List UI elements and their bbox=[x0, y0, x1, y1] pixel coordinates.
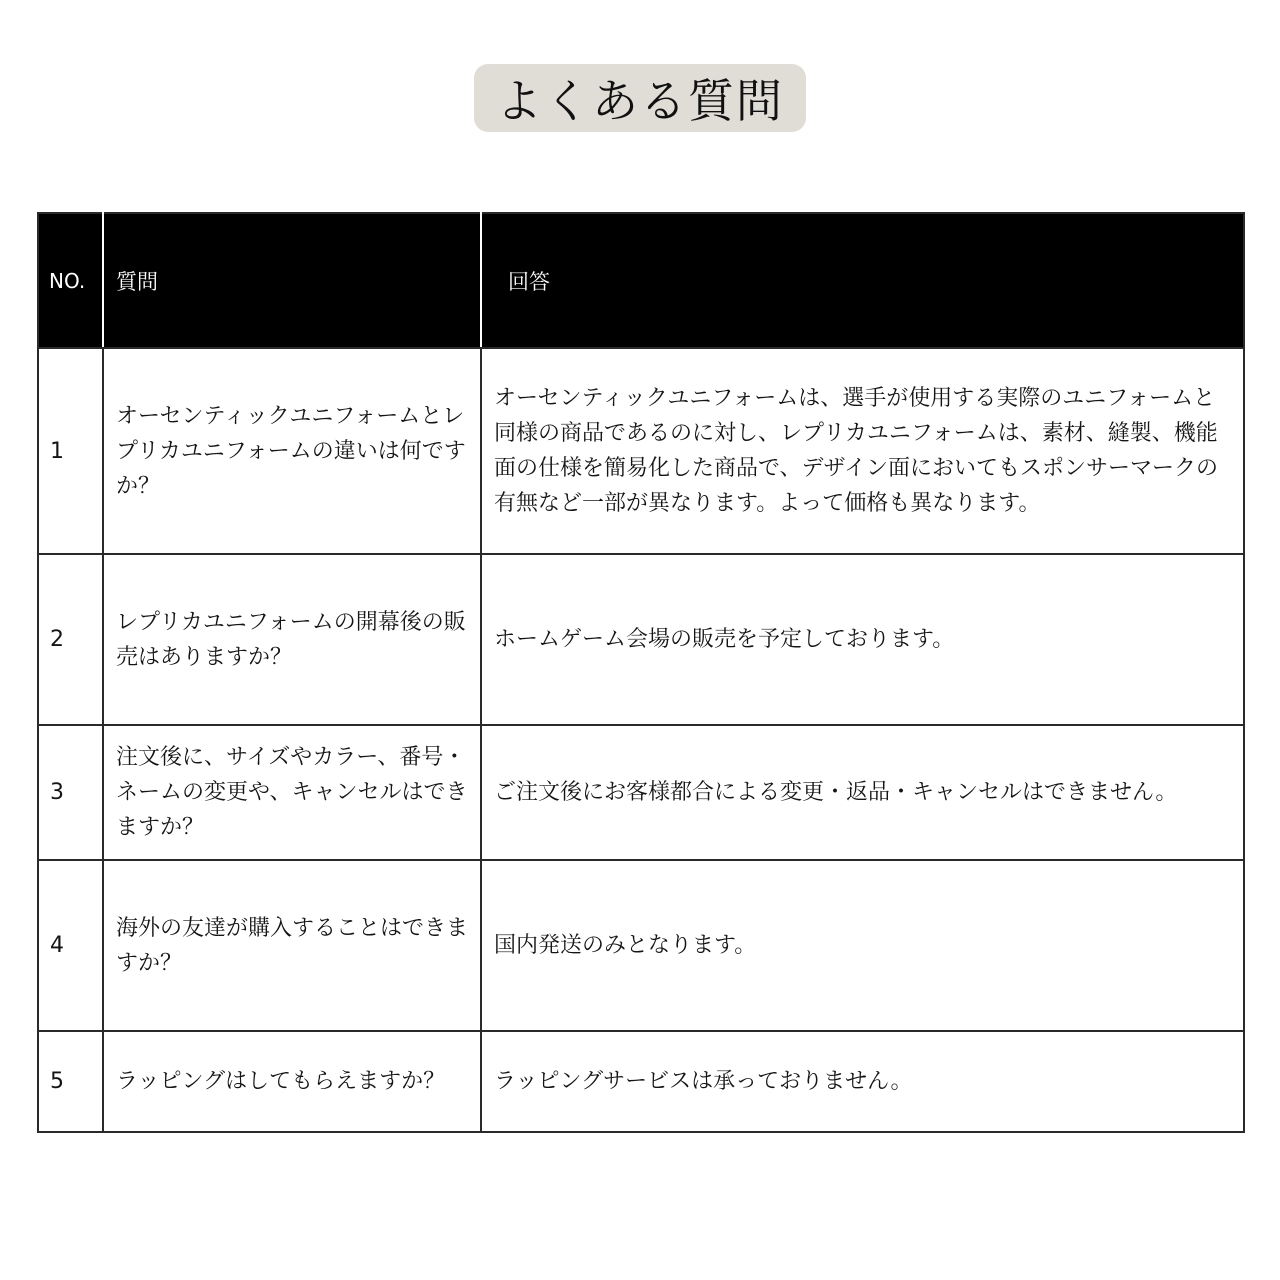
table-row bbox=[38, 554, 1244, 725]
header-answer: 回答 bbox=[481, 213, 1244, 348]
table-row bbox=[38, 348, 1244, 554]
row-answer: ラッピングサービスは承っておりません。 bbox=[481, 1031, 1244, 1132]
row-number: 5 bbox=[38, 1031, 103, 1132]
title-area bbox=[0, 64, 1280, 132]
row-number: 4 bbox=[38, 860, 103, 1031]
header-question: 質問 bbox=[103, 213, 481, 348]
title-badge bbox=[474, 64, 806, 132]
header-row bbox=[38, 213, 1244, 348]
page-title: よくある質問 bbox=[496, 74, 784, 128]
row-number: 2 bbox=[38, 554, 103, 725]
row-question: レプリカユニフォームの開幕後の販売はありますか？ bbox=[103, 554, 481, 725]
row-answer: ホームゲーム会場の販売を予定しております。 bbox=[481, 554, 1244, 725]
row-question: 海外の友達が購入することはできますか？ bbox=[103, 860, 481, 1031]
table-row bbox=[38, 860, 1244, 1031]
row-question: ラッピングはしてもらえますか？ bbox=[103, 1031, 481, 1132]
table-row bbox=[38, 725, 1244, 860]
faq-table-body bbox=[38, 348, 1244, 1132]
header-no: NO. bbox=[38, 213, 103, 348]
row-answer: オーセンティックユニフォームは、選手が使用する実際のユニフォームと同様の商品であるのに対し、レプリカユニフォームは、素材、縫製、機能面の仕様を簡易化した商品で、デザイン面においてもスポンサーマークの有無など一部が異なります。よって価格も異なります。 bbox=[481, 348, 1244, 554]
row-question: オーセンティックユニフォームとレプリカユニフォームの違いは何ですか？ bbox=[103, 348, 481, 554]
table-row bbox=[38, 1031, 1244, 1132]
faq-table bbox=[37, 212, 1245, 1133]
row-answer: 国内発送のみとなります。 bbox=[481, 860, 1244, 1031]
row-answer: ご注文後にお客様都合による変更・返品・キャンセルはできません。 bbox=[481, 725, 1244, 860]
faq-table-header bbox=[38, 213, 1244, 348]
row-number: 3 bbox=[38, 725, 103, 860]
row-number: 1 bbox=[38, 348, 103, 554]
row-question: 注文後に、サイズやカラー、番号・ネームの変更や、キャンセルはできますか？ bbox=[103, 725, 481, 860]
